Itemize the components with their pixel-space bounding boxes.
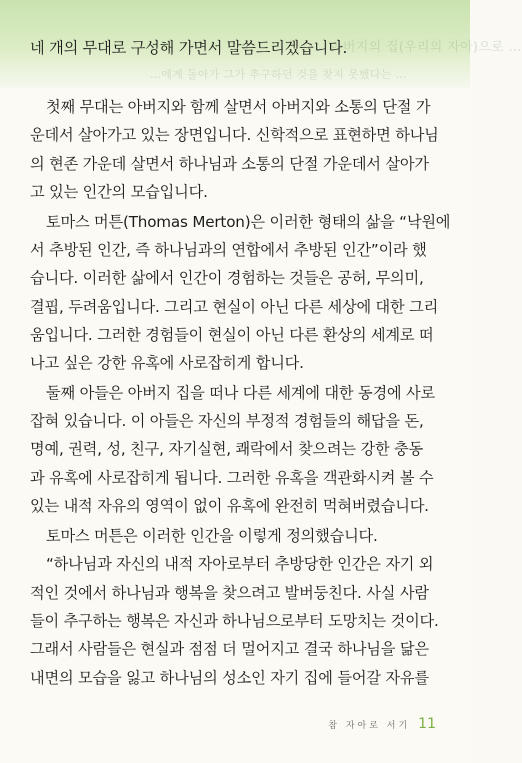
running-title: 참 자아로 서기	[328, 721, 411, 731]
body-text-line: 습니다. 이러한 삶에서 인간이 경험하는 것들은 공허, 무의미,	[30, 269, 424, 287]
body-text-line: 고 있는 인간의 모습입니다.	[30, 183, 208, 201]
bleed-through-text: …에게 돌아가 그가 추구하던 것을 찾지 못했다는 …	[150, 68, 407, 81]
body-text-line: 첫째 무대는 아버지와 함께 살면서 아버지와 소통의 단절 가	[46, 98, 431, 116]
body-text-line: 있는 내적 자유의 영역이 없이 유혹에 완전히 먹혀버렸습니다.	[30, 497, 429, 515]
page-number: 11	[418, 716, 436, 732]
body-text-line: 과 유혹에 사로잡히게 됩니다. 그러한 유혹을 객관화시켜 볼 수	[30, 469, 434, 487]
quote-text-line: “하나님과 자신의 내적 자아로부터 추방당한 인간은 자기 외	[46, 555, 434, 573]
quote-text-line: 그래서 사람들은 현실과 점점 더 멀어지고 결국 하나님을 닮은	[30, 640, 429, 658]
quote-text-line: 들이 추구하는 행복은 자신과 하나님으로부터 도망치는 것이다.	[30, 612, 439, 630]
body-text-line: 잡혀 있습니다. 이 아들은 자신의 부정적 경험들의 해답을 돈,	[30, 412, 424, 430]
page-footer	[328, 716, 436, 732]
body-text-line: 서 추방된 인간, 즉 하나님과의 연합에서 추방된 인간”이라 했	[30, 241, 427, 259]
quote-text-line: 적인 것에서 하나님과 행복을 찾으려고 발버둥친다. 사실 사람	[30, 584, 429, 602]
body-text-line: 명예, 권력, 성, 친구, 자기실현, 쾌락에서 찾으려는 강한 충동	[30, 440, 423, 458]
body-text-line: 나고 싶은 강한 유혹에 사로잡히게 합니다.	[30, 354, 304, 372]
body-text-line: 결핍, 두려움입니다. 그리고 현실이 아닌 다른 세상에 대한 그리	[30, 298, 439, 316]
bleed-through-text: 아버지의 집(우리의 자아)으로 …	[330, 40, 522, 55]
body-text-line: 움입니다. 그러한 경험들이 현실이 아닌 다른 환상의 세계로 떠	[30, 326, 434, 344]
body-text-line: 네 개의 무대로 구성해 가면서 말씀드리겠습니다.	[30, 39, 348, 57]
body-text-line: 의 현존 가운데 살면서 하나님과 소통의 단절 가운데서 살아가	[30, 155, 429, 173]
quote-text-line: 내면의 모습을 잃고 하나님의 성소인 자기 집에 들어갈 자유를	[30, 669, 429, 687]
body-text-line: 토마스 머튼은 이러한 인간을 이렇게 정의했습니다.	[46, 527, 378, 545]
body-text-line: 운데서 살아가고 있는 장면입니다. 신학적으로 표현하면 하나님	[30, 126, 439, 144]
body-text-line: 토마스 머튼(Thomas Merton)은 이러한 형태의 삶을 “낙원에	[46, 213, 451, 231]
body-text-line: 둘째 아들은 아버지 집을 떠나 다른 세계에 대한 동경에 사로	[46, 384, 435, 402]
